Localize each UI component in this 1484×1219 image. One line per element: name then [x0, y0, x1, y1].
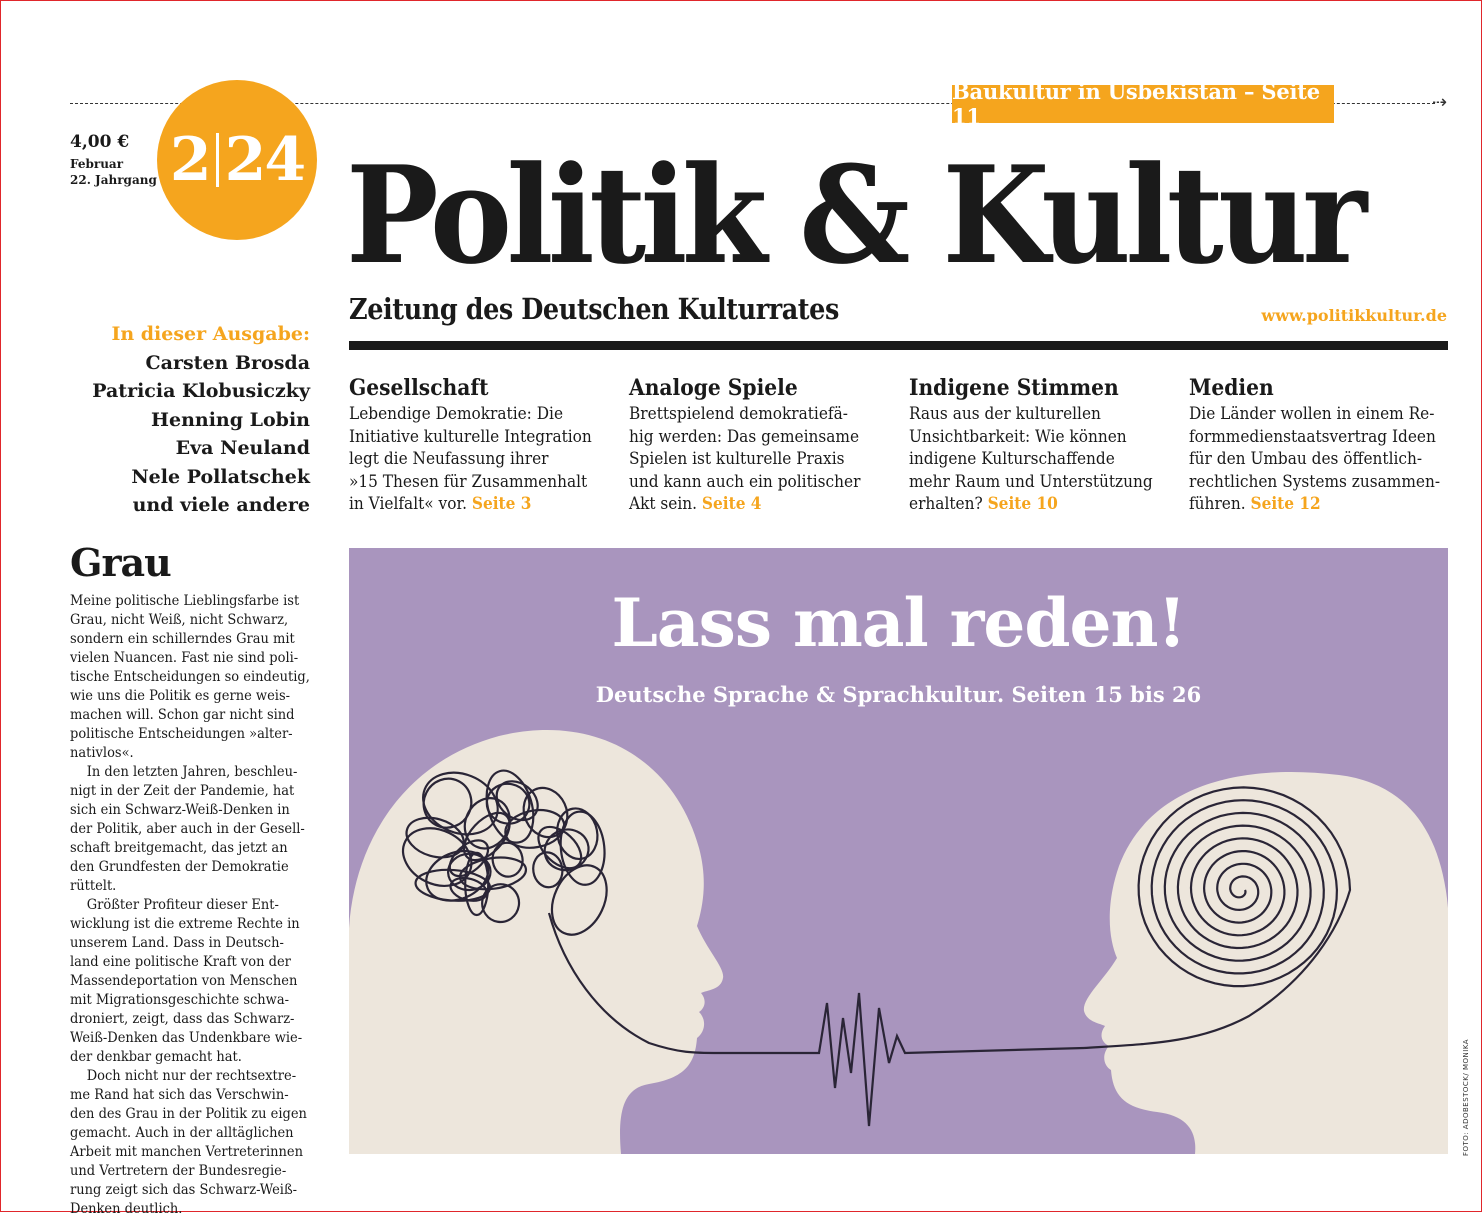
section-text — [349, 403, 614, 516]
editorial-line: und Vertretern der Bundesregie- — [70, 1163, 287, 1179]
arrow-right-icon: ⇢ — [1432, 92, 1448, 113]
text-fragment: erhalten? — [909, 494, 983, 513]
contents-name: Eva Neuland — [175, 437, 310, 459]
editorial-line: tische Entscheidungen so eindeutig, — [70, 669, 310, 685]
editorial-line: schaft breitgemacht, das jetzt an — [70, 840, 288, 856]
issue-number: 2 — [169, 125, 210, 195]
text-line: mehr Raum und Unterstützung — [909, 471, 1153, 491]
editorial-line: unserem Land. Dass in Deutsch- — [70, 935, 284, 951]
editorial-line: gemacht. Auch in der alltäglichen — [70, 1125, 294, 1141]
text-line: formmedienstaatsvertrag Ideen — [1189, 426, 1436, 446]
editorial-line: den Grundfesten der Demokratie — [70, 859, 289, 875]
section-teaser-medien[interactable] — [1189, 373, 1454, 516]
text-fragment: in Vielfalt« vor. — [349, 494, 467, 513]
text-line: Initiative kulturelle Integration — [349, 426, 592, 446]
text-line: »15 Thesen für Zusammenhalt — [349, 471, 588, 491]
contents-name: Nele Pollatschek — [131, 465, 310, 488]
text-line — [349, 493, 595, 516]
editorial-line: Meine politische Lieblingsfarbe ist — [70, 593, 300, 609]
issue-volume: 22. Jahrgang — [70, 173, 157, 187]
page-reference[interactable]: Seite 10 — [987, 494, 1058, 513]
contents-name: Patricia Klobusiczky — [92, 380, 310, 402]
photo-credit: FOTO: ADOBESTOCK/ MONIKA — [1462, 1038, 1470, 1156]
text-line: Lebendige Demokratie: Die — [349, 404, 564, 423]
editorial-line: rung zeigt sich das Schwarz-Weiß- — [70, 1182, 298, 1198]
contents-lead: In dieser Ausgabe: — [111, 323, 310, 345]
section-title: Gesellschaft — [349, 375, 489, 401]
text-line: Brettspielend demokratiefä- — [629, 404, 848, 423]
issue-year: 24 — [224, 125, 305, 195]
section-teaser-analoge-spiele[interactable] — [629, 373, 894, 516]
page-reference[interactable]: Seite 3 — [471, 494, 532, 513]
hero-subtitle: Deutsche Sprache & Sprachkultur. Seiten 15 bis 26 — [595, 682, 1202, 707]
masthead-subtitle: Zeitung des Deutschen Kulturrates — [349, 292, 839, 326]
section-title: Indigene Stimmen — [909, 375, 1119, 401]
masthead: Politik & Kultur — [346, 136, 1362, 294]
editorial-line: der Politik, aber auch in der Gesell- — [70, 821, 305, 837]
contents-name: Henning Lobin — [151, 408, 310, 431]
left-head-silhouette — [349, 730, 723, 1154]
editorial-line: Größter Profiteur dieser Ent- — [86, 897, 279, 913]
section-text — [1189, 403, 1454, 516]
editorial-line: me Rand hat sich das Verschwin- — [70, 1087, 289, 1103]
masthead-rule — [349, 341, 1448, 350]
editorial-line: rüttelt. — [70, 878, 117, 894]
section-title: Medien — [1189, 375, 1274, 401]
editorial-line: sich ein Schwarz-Weiß-Denken in — [70, 802, 290, 818]
editorial-line: wie uns die Politik es gerne weis- — [70, 688, 291, 704]
editorial-line: machen will. Schon gar nicht sind — [70, 707, 295, 723]
speech-waveform — [719, 993, 1084, 1126]
issue-contents — [60, 320, 310, 520]
text-fragment: Akt sein. — [629, 494, 698, 513]
section-text — [909, 403, 1174, 516]
text-line — [629, 493, 875, 516]
editorial-line: mit Migrationsgeschichte schwa- — [70, 992, 289, 1008]
editorial-line: der denkbar gemacht hat. — [70, 1049, 242, 1065]
section-teaser-indigene-stimmen[interactable] — [909, 373, 1174, 516]
editorial-line: Massendeportation von Menschen — [70, 973, 298, 989]
text-line: indigene Kulturschaffende — [909, 449, 1115, 468]
editorial-line: Doch nicht nur der rechtsextre- — [86, 1068, 297, 1084]
teaser-text: Baukultur in Usbekistan – Seite 11 — [952, 79, 1320, 129]
editorial-body — [70, 592, 315, 1219]
text-line: und kann auch ein politischer — [629, 471, 861, 491]
text-line: hig werden: Das gemeinsame — [629, 426, 860, 446]
hero-title: Lass mal reden! — [611, 584, 1186, 662]
editorial-line: wicklung ist die extreme Rechte in — [70, 916, 300, 932]
editorial-line: In den letzten Jahren, beschleu- — [86, 764, 298, 780]
contents-name: und viele andere — [132, 494, 310, 516]
text-line: rechtlichen Systems zusammen- — [1189, 471, 1441, 491]
editorial-line: den des Grau in der Politik zu eigen — [70, 1106, 307, 1122]
editorial-line: Arbeit mit manchen Vertreterinnen — [70, 1144, 303, 1160]
editorial-line: land eine politische Kraft von der — [70, 954, 291, 970]
page-reference[interactable]: Seite 12 — [1250, 494, 1321, 513]
website-link[interactable]: www.politikkultur.de — [1261, 306, 1447, 325]
text-line: für den Umbau des öffentlich- — [1189, 449, 1423, 468]
editorial-title: Grau — [70, 540, 171, 585]
editorial-line: sondern ein schillerndes Grau mit — [70, 631, 295, 647]
text-line: legt die Neufassung ihrer — [349, 449, 549, 468]
text-line — [909, 493, 1155, 516]
text-line — [1189, 493, 1435, 516]
section-title: Analoge Spiele — [629, 375, 798, 401]
text-line: Spielen ist kulturelle Praxis — [629, 449, 845, 468]
price: 4,00 € — [70, 132, 130, 152]
section-text — [629, 403, 894, 516]
editorial-line: Denken deutlich. — [70, 1201, 183, 1217]
section-teaser-gesellschaft[interactable] — [349, 373, 614, 516]
editorial-line: vielen Nuancen. Fast nie sind poli- — [70, 650, 299, 666]
editorial-line: Grau, nicht Weiß, nicht Schwarz, — [70, 612, 289, 628]
page-reference[interactable]: Seite 4 — [701, 494, 762, 513]
text-line: Unsichtbarkeit: Wie können — [909, 426, 1127, 446]
text-line: Raus aus der kulturellen — [909, 404, 1101, 423]
issue-divider — [216, 133, 219, 187]
contents-name: Carsten Brosda — [145, 351, 310, 374]
issue-month: Februar — [70, 157, 124, 171]
hero-illustration[interactable] — [349, 548, 1448, 1154]
editorial-line: nigt in der Zeit der Pandemie, hat — [70, 783, 295, 799]
text-fragment: führen. — [1189, 494, 1246, 513]
editorial-line: politische Entscheidungen »alter- — [70, 726, 293, 742]
editorial-line: nativlos«. — [70, 745, 134, 761]
editorial-line: droniert, zeigt, dass das Schwarz- — [70, 1011, 295, 1027]
teaser-banner[interactable] — [952, 79, 1334, 129]
issue-badge — [157, 80, 317, 240]
editorial-line: Weiß-Denken das Undenkbare wie- — [70, 1030, 303, 1046]
text-line: Die Länder wollen in einem Re- — [1189, 404, 1435, 423]
